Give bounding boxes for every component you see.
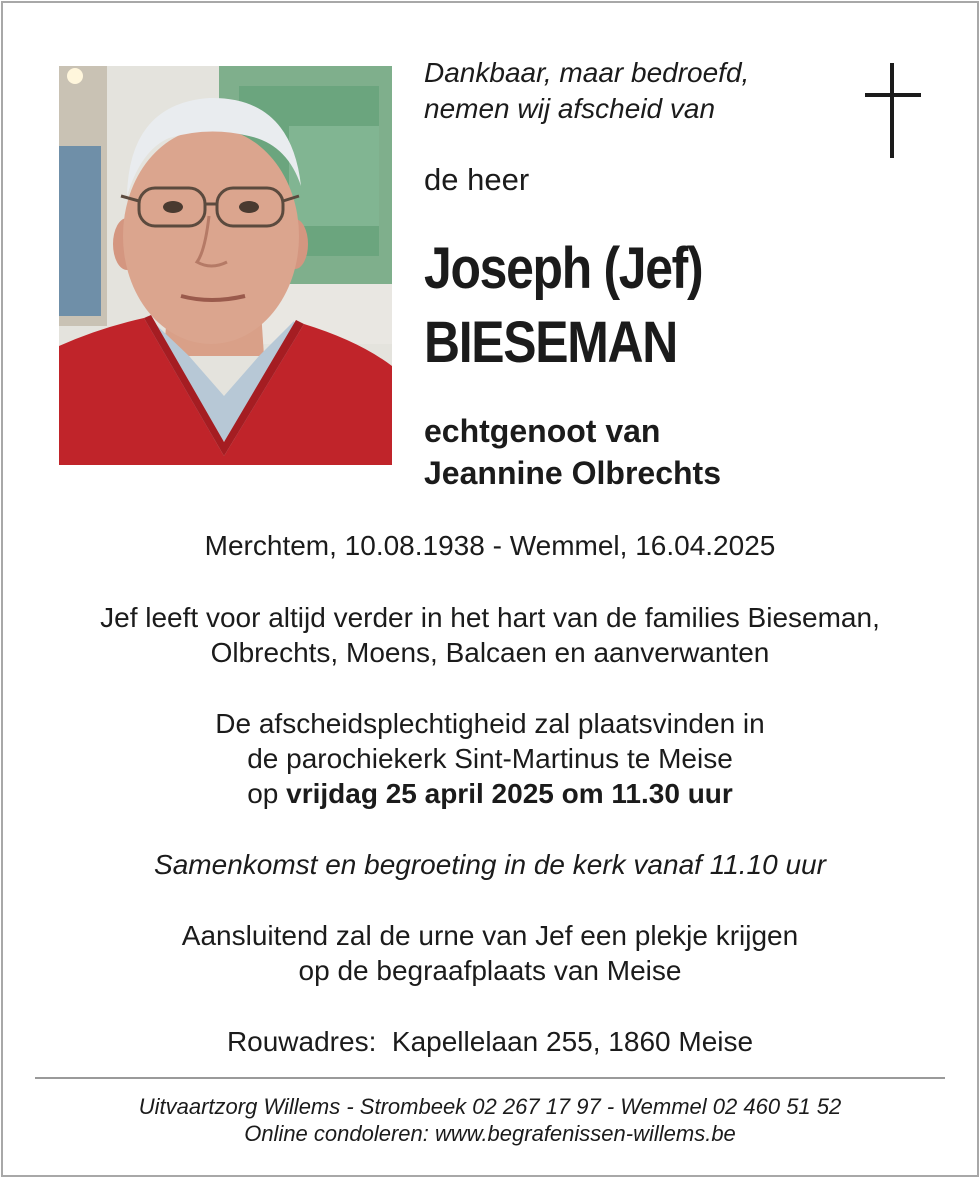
urn-line-2: op de begraafplaats van Meise	[298, 955, 682, 986]
ceremony-line-1: De afscheidsplechtigheid zal plaatsvinden in	[215, 708, 765, 739]
families-line-1: Jef leeft voor altijd verder in het hart van de families Bieseman,	[100, 602, 880, 633]
honorific: de heer	[424, 162, 530, 197]
footer-line-2: Online condoleren: www.begrafenissen-willems.be	[244, 1121, 736, 1146]
address-value: Kapellelaan 255, 1860 Meise	[391, 1026, 754, 1057]
mourning-address	[0, 1024, 980, 1059]
address-label: Rouwadres:	[226, 1026, 377, 1057]
families-line-2: Olbrechts, Moens, Balcaen en aanverwanten	[210, 637, 770, 668]
deceased-name	[424, 232, 702, 380]
spouse-line-1: echtgenoot van	[424, 413, 661, 449]
intro-line-2: nemen wij afscheid van	[424, 93, 716, 124]
spouse-line-2: Jeannine Olbrechts	[424, 455, 721, 491]
intro-text	[424, 55, 749, 127]
ceremony-line-3	[0, 776, 980, 811]
birth-death-dates: Merchtem, 10.08.1938 - Wemmel, 16.04.2025	[204, 530, 776, 561]
last-name: BIESEMAN	[424, 310, 677, 375]
latin-cross-icon	[865, 63, 921, 158]
families-text	[0, 600, 980, 670]
intro-line-1: Dankbaar, maar bedroefd,	[424, 57, 750, 88]
footer-line-1: Uitvaartzorg Willems - Strombeek 02 267 17 97 - Wemmel 02 460 51 52	[138, 1094, 842, 1119]
funeral-home-info	[0, 1093, 980, 1147]
ceremony-line-2: de parochiekerk Sint-Martinus te Meise	[247, 743, 733, 774]
urn-text	[0, 918, 980, 988]
ceremony-prefix: op	[247, 778, 279, 809]
ceremony-text	[0, 706, 980, 811]
urn-line-1: Aansluitend zal de urne van Jef een plekje krijgen	[181, 920, 799, 951]
footer-divider	[35, 1077, 945, 1079]
spouse-info	[424, 410, 721, 494]
gathering-text: Samenkomst en begroeting in de kerk vanaf 11.10 uur	[154, 849, 826, 880]
ceremony-datetime: vrijdag 25 april 2025 om 11.30 uur	[286, 778, 733, 809]
first-name: Joseph (Jef)	[424, 236, 703, 301]
portrait-photo	[59, 66, 392, 465]
